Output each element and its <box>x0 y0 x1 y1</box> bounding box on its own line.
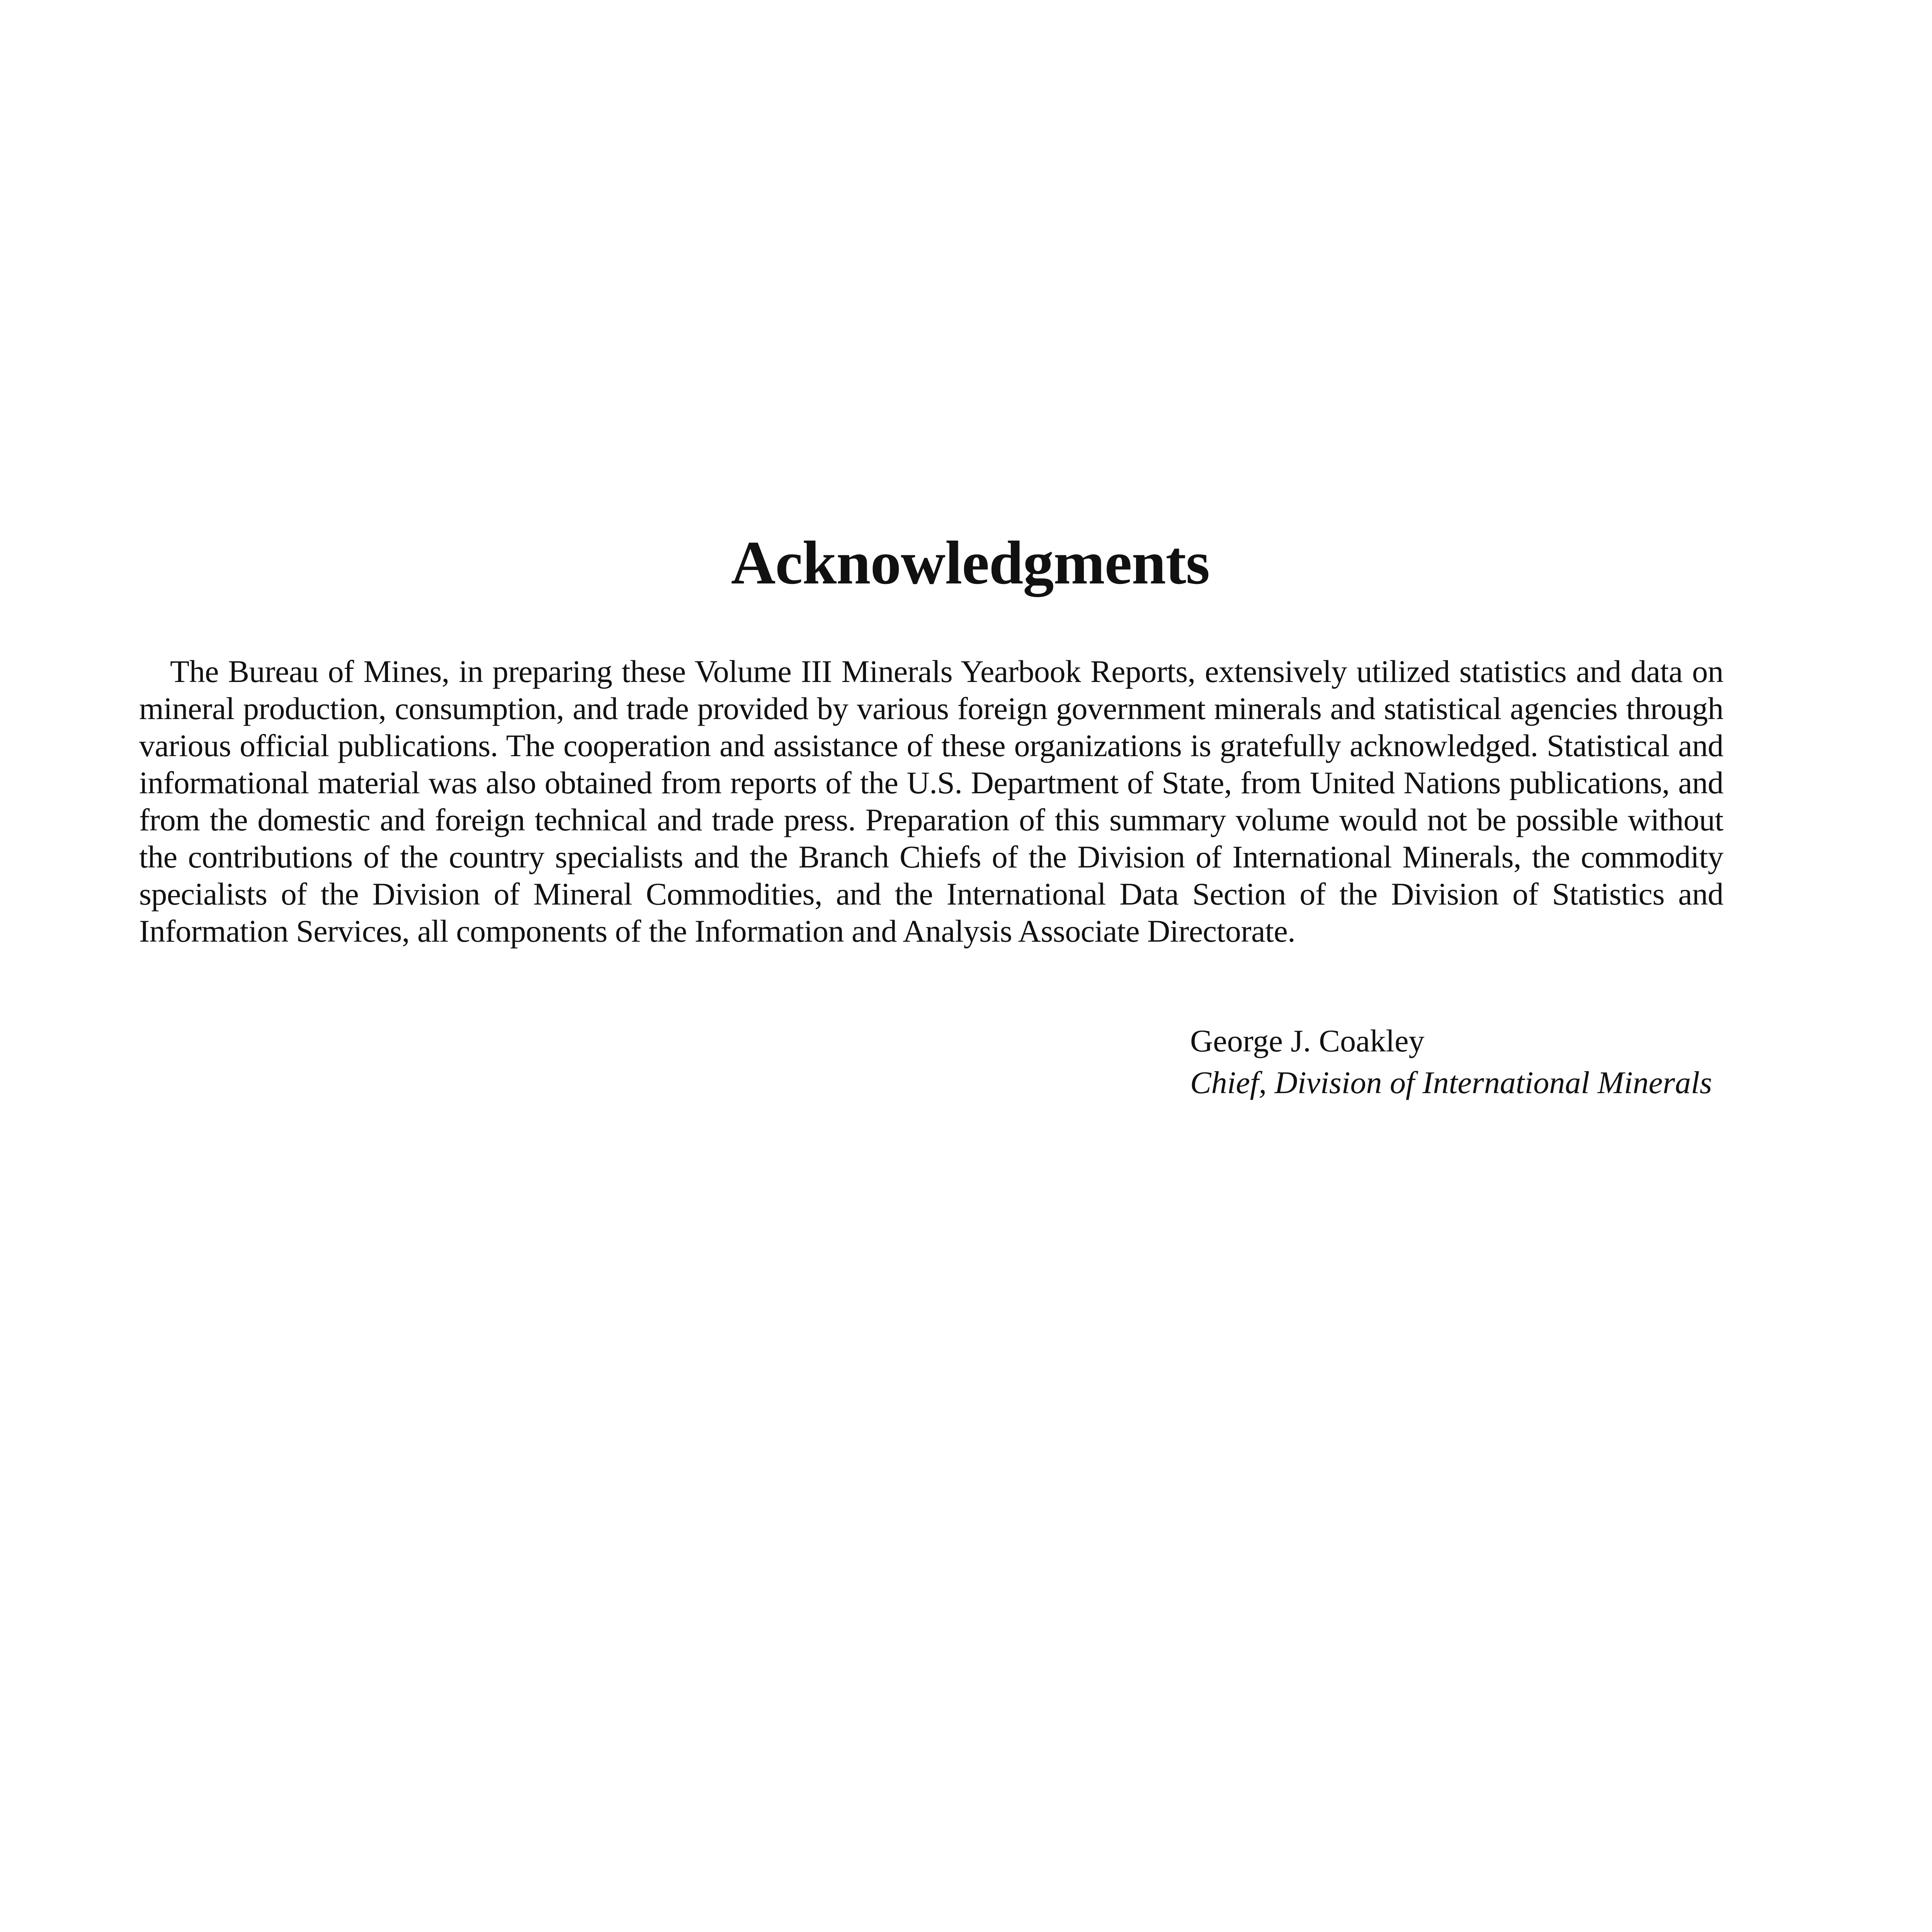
page-title: Acknowledgments <box>731 528 1210 597</box>
signature-block <box>1190 1020 1770 1104</box>
acknowledgment-paragraph: The Bureau of Mines, in preparing these Volume III Minerals Yearbook Reports, extensively utilized statistics and data on mineral production, consumption, and trade provided by various foreign government minerals and statistical agencies through various official publications. The cooperation and assistance of these organizations is gratefully acknowledged. Statistical and informational material was also obtained from reports of the U.S. Department of State, from United Nations publications, and from the domestic and foreign technical and trade press. Preparation of this summary volume would not be possible without the contributions of the country specialists and the Branch Chiefs of the Division of International Minerals, the commodity specialists of the Division of Mineral Commodities, and the International Data Section of the Division of Statistics and Information Services, all components of the Information and Analysis Associate Directorate. <box>139 654 1723 949</box>
signatory-title: Chief, Division of International Minerals <box>1190 1065 1712 1100</box>
signatory-name: George J. Coakley <box>1190 1023 1425 1058</box>
